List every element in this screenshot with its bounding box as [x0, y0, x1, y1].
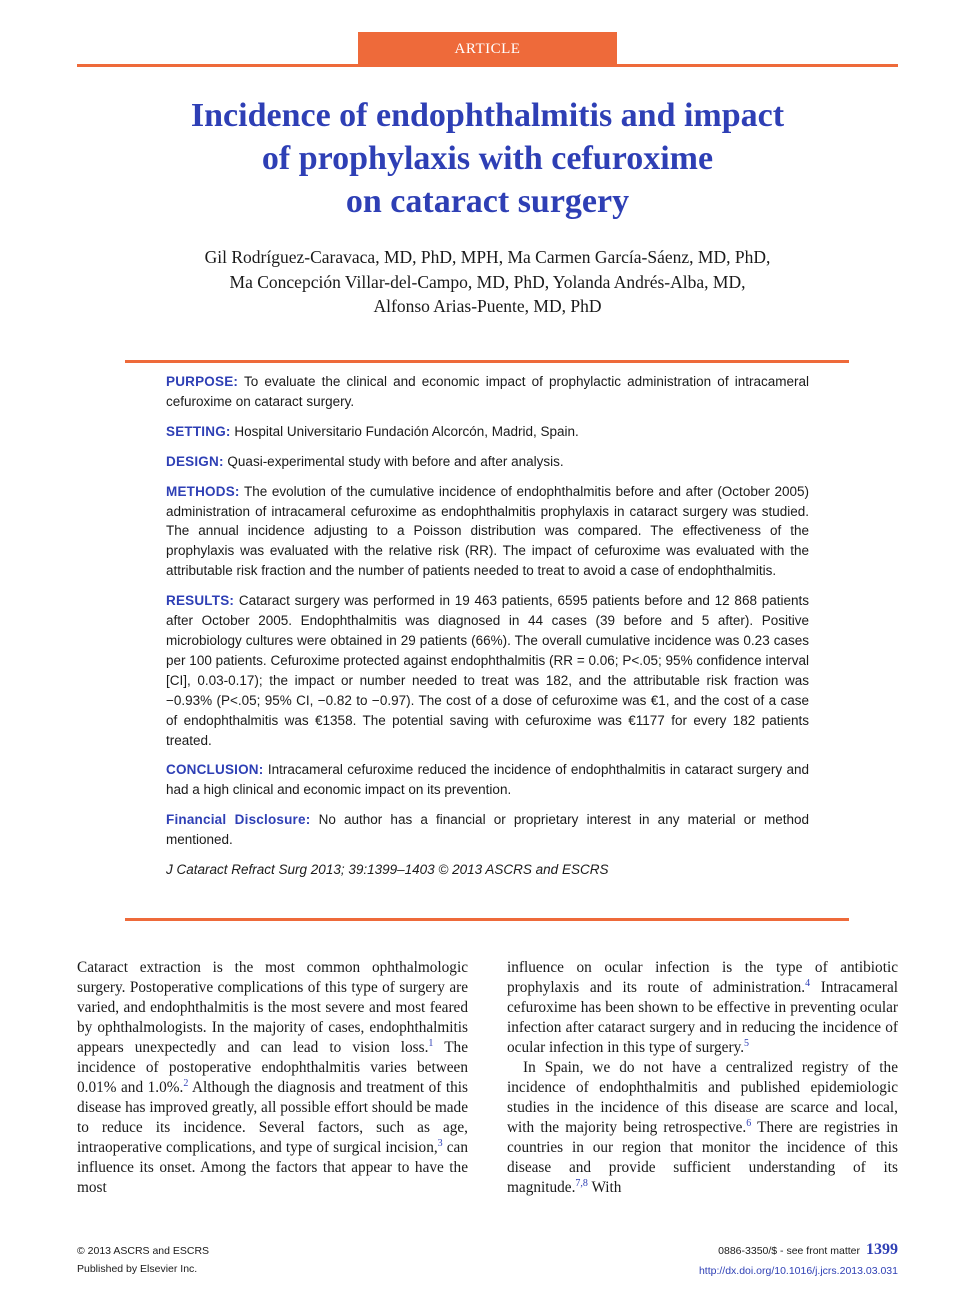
body-text: In Spain, we do not have a centralized registry of the incidence of endophthalmitis and published epidemiologic studies in the incidence of this disease are scarce and local, with the majority being retrospective.	[507, 1059, 898, 1136]
setting-text: Hospital Universitario Fundación Alcorcón, Madrid, Spain.	[234, 423, 579, 439]
header-rule	[77, 64, 898, 67]
body-paragraph	[507, 1058, 898, 1198]
article-title	[100, 94, 875, 223]
reference-link[interactable]: 6	[746, 1117, 752, 1129]
body-text: can influence its onset. Among the factors that appear to have the most	[77, 1139, 468, 1196]
journal-citation: J Cataract Refract Surg 2013; 39:1399–1403 © 2013 ASCRS and ESCRS	[166, 862, 609, 878]
author-line: Gil Rodríguez-Caravaca, MD, PhD, MPH, Ma Carmen García-Sáenz, MD, PhD,	[204, 247, 771, 267]
body-text: There are registries in countries in our region that monitor the incidence of this disease and provide sufficient understanding of its magnitude.	[507, 1119, 898, 1196]
abstract-results	[166, 591, 809, 750]
abstract-disclosure	[166, 810, 809, 850]
body-paragraph	[77, 958, 468, 1198]
abstract-methods	[166, 482, 809, 582]
reference-link[interactable]: 2	[183, 1077, 189, 1089]
abstract-purpose	[166, 372, 809, 412]
title-line: on cataract surgery	[345, 183, 630, 220]
body-text: The incidence of postoperative endophthalmitis varies between 0.01% and 1.0%.	[77, 1039, 468, 1096]
methods-text: The evolution of the cumulative incidence of endophthalmitis before and after (October 2005) administration of intracameral cefuroxime as endophthalmitis prophylaxis in cataract surgery was studied. The annual incidence adjusting to a Poisson distribution was compared. The effectiveness of the prophylaxis was evaluated with the relative risk (RR). The impact of cefuroxime was evaluated with the attributable risk fraction and the number of patients needed to treat to avoid a case of endophthalmitis.	[166, 483, 809, 579]
body-text: Intracameral cefuroxime has been shown to be effective in preventing ocular infection after cataract surgery and in reducing the incidence of ocular infection in this type of surgery.	[507, 979, 898, 1056]
title-line: of prophylaxis with cefuroxime	[261, 140, 714, 177]
disclosure-label: Financial Disclosure:	[166, 812, 311, 828]
reference-link[interactable]: 1	[428, 1037, 434, 1049]
design-label: DESIGN:	[166, 453, 224, 469]
doi-link[interactable]: http://dx.doi.org/10.1016/j.jcrs.2013.03.031	[698, 1265, 898, 1277]
purpose-label: PURPOSE:	[166, 374, 239, 389]
reference-link[interactable]: 5	[744, 1037, 750, 1049]
footer-left	[77, 1242, 209, 1278]
setting-label: SETTING:	[166, 423, 231, 439]
abstract-design	[166, 452, 809, 472]
section-label: ARTICLE	[358, 32, 617, 65]
page-number: 1399	[866, 1241, 898, 1258]
abstract-bottom-rule	[125, 918, 849, 921]
reference-link[interactable]: 7,8	[575, 1177, 588, 1189]
issn-text: 0886-3350/$ - see front matter	[718, 1245, 860, 1257]
body-text: influence on ocular infection is the type of antibiotic prophylaxis and its route of administration.	[507, 959, 898, 996]
conclusion-label: CONCLUSION:	[166, 762, 264, 778]
conclusion-text: Intracameral cefuroxime reduced the incidence of endophthalmitis in cataract surgery and had a high clinical and economic impact on its prevention.	[166, 762, 809, 798]
results-text: Cataract surgery was performed in 19 463 patients, 6595 patients before and 12 868 patients after October 2005. Endophthalmitis was diagnosed in 44 cases (39 before and 5 after). Positive microbiology cultures were obtained in 29 patients (66%). The overall cumulative incidence was 0.23 cases per 100 patients. Cefuroxime protected against endophthalmitis (RR = 0.06; P<.05; 95% confidence interval [CI], 0.03-0.17); the impact or number needed to treat was 182, and the attributable risk fraction was −0.93% (P<.05; 95% CI, −0.82 to −0.97). The cost of a dose of cefuroxime was €1, and the cost of a case of endophthalmitis was €1358. The potential saving with cefuroxime was €1177 for every 182 patients treated.	[166, 593, 809, 748]
copyright-notice: © 2013 ASCRS and ESCRS	[77, 1245, 210, 1257]
abstract-conclusion	[166, 760, 809, 800]
reference-link[interactable]: 3	[437, 1137, 443, 1149]
footer-right	[699, 1240, 898, 1281]
abstract-setting	[166, 422, 809, 442]
body-text: With	[587, 1179, 622, 1196]
author-line: Ma Concepción Villar-del-Campo, MD, PhD, Yolanda Andrés-Alba, MD,	[229, 271, 746, 292]
design-text: Quasi-experimental study with before and after analysis.	[227, 453, 564, 469]
methods-label: METHODS:	[166, 483, 240, 499]
title-line: Incidence of endophthalmitis and impact	[190, 97, 785, 134]
body-text: Cataract extraction is the most common ophthalmologic surgery. Postoperative complications of this type of surgery are varied, and endophthalmitis is the most severe and most feared by ophthalmologists. In the majority of cases, endophthalmitis appears unexpectedly and can lead to vision loss.	[77, 959, 468, 1056]
author-list	[100, 245, 875, 319]
disclosure-text: No author has a financial or proprietary interest in any material or method mentioned.	[166, 812, 809, 848]
body-paragraph	[507, 958, 898, 1058]
abstract	[166, 372, 809, 890]
body-text: Although the diagnosis and treatment of this disease has improved greatly, all possible effort should be made to reduce its incidence. Several factors, such as age, intraoperative complications, and type of surgical incision,	[77, 1079, 468, 1156]
purpose-text: To evaluate the clinical and economic impact of prophylactic administration of intracameral cefuroxime on cataract surgery.	[166, 374, 809, 409]
body-column-left	[77, 958, 468, 1198]
results-label: RESULTS:	[166, 593, 235, 609]
author-line: Alfonso Arias-Puente, MD, PhD	[373, 296, 602, 316]
abstract-top-rule	[125, 360, 849, 363]
body-column-right	[507, 958, 898, 1198]
reference-link[interactable]: 4	[805, 977, 811, 989]
publisher-notice: Published by Elsevier Inc.	[77, 1263, 198, 1275]
